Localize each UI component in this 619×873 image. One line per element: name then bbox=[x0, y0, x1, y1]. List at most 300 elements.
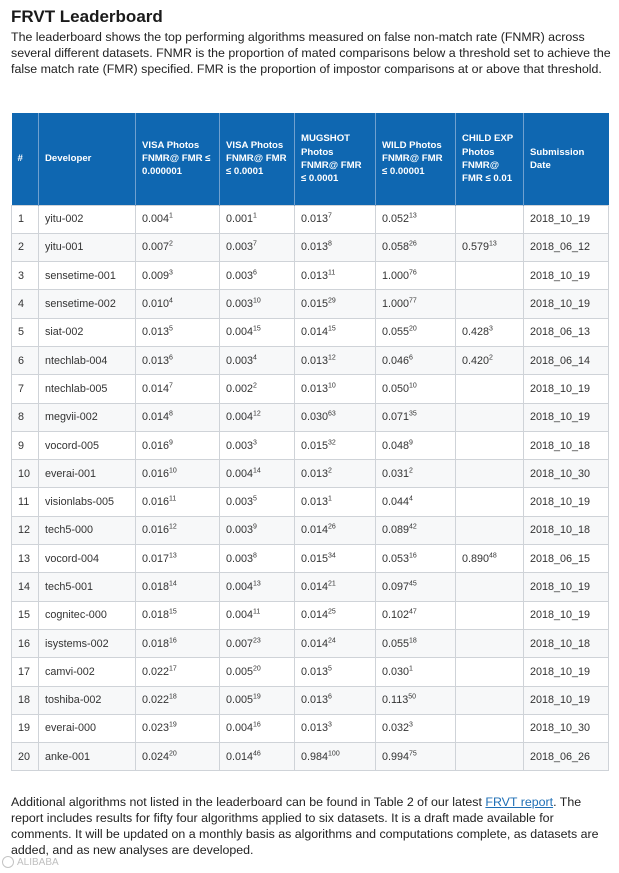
cell-mugshot-rank-superscript: 29 bbox=[328, 297, 336, 305]
cell-child-exp-rank-superscript: 2 bbox=[489, 354, 493, 362]
cell-visa-fmr-0.000001 bbox=[136, 290, 220, 318]
cell-mugshot-value: 0.015 bbox=[301, 298, 329, 311]
cell-wild-value: 0.994 bbox=[382, 750, 410, 763]
cell-rank-value: 18 bbox=[18, 694, 31, 707]
cell-wild-value: 0.058 bbox=[382, 241, 410, 254]
cell-visa-fmr-0.000001-value: 0.018 bbox=[142, 581, 170, 593]
cell-visa-fmr-0.0001-rank-superscript: 14 bbox=[253, 467, 261, 475]
cell-mugshot bbox=[295, 573, 376, 601]
cell-wild bbox=[376, 658, 456, 686]
cell-developer bbox=[39, 601, 136, 629]
cell-developer bbox=[39, 233, 136, 261]
cell-mugshot-value: 0.013 bbox=[301, 722, 329, 735]
cell-visa-fmr-0.000001-value: 0.016 bbox=[142, 467, 170, 480]
cell-visa-fmr-0.000001 bbox=[136, 205, 220, 233]
cell-mugshot bbox=[295, 375, 376, 403]
cell-submission-date bbox=[524, 205, 609, 233]
cell-wild bbox=[376, 629, 456, 657]
cell-visa-fmr-0.0001 bbox=[220, 658, 295, 686]
cell-child-exp bbox=[456, 290, 524, 318]
cell-visa-fmr-0.0001 bbox=[220, 318, 295, 346]
cell-visa-fmr-0.0001 bbox=[220, 205, 295, 233]
cell-visa-fmr-0.0001-value: 0.007 bbox=[226, 637, 254, 650]
cell-mugshot-value: 0.013 bbox=[301, 467, 329, 480]
cell-mugshot-value: 0.014 bbox=[301, 581, 329, 593]
cell-wild bbox=[376, 431, 456, 459]
cell-submission-date-value: 2018_10_19 bbox=[530, 382, 591, 395]
cell-submission-date bbox=[524, 431, 609, 459]
cell-visa-fmr-0.0001 bbox=[220, 573, 295, 601]
cell-submission-date bbox=[524, 573, 609, 601]
cell-visa-fmr-0.0001 bbox=[220, 346, 295, 374]
cell-child-exp bbox=[456, 573, 524, 601]
header-visa-fmr-0.0001: VISA Photos FNMR@ FMR ≤ 0.0001 bbox=[220, 113, 295, 205]
cell-child-exp bbox=[456, 205, 524, 233]
cell-mugshot bbox=[295, 545, 376, 573]
cell-developer bbox=[39, 290, 136, 318]
cell-visa-fmr-0.000001-rank-superscript: 10 bbox=[169, 467, 177, 475]
cell-visa-fmr-0.000001-rank-superscript: 2 bbox=[169, 240, 173, 248]
cell-wild bbox=[376, 545, 456, 573]
watermark-text: ALIBABA bbox=[17, 856, 59, 868]
cell-wild-value: 0.055 bbox=[382, 637, 410, 650]
cell-developer bbox=[39, 318, 136, 346]
cell-visa-fmr-0.000001 bbox=[136, 714, 220, 742]
cell-wild-value: 1.000 bbox=[382, 298, 410, 311]
cell-wild-value: 0.113 bbox=[382, 694, 409, 707]
cell-submission-date-value: 2018_10_19 bbox=[530, 269, 591, 282]
table-row bbox=[12, 545, 609, 573]
cell-rank-value: 8 bbox=[18, 411, 25, 424]
cell-mugshot bbox=[295, 262, 376, 290]
cell-child-exp bbox=[456, 262, 524, 290]
cell-rank bbox=[12, 290, 39, 318]
cell-visa-fmr-0.000001-value: 0.004 bbox=[142, 213, 170, 226]
cell-visa-fmr-0.000001-rank-superscript: 18 bbox=[169, 693, 177, 701]
cell-wild-rank-superscript: 13 bbox=[409, 212, 417, 220]
cell-developer-value: cognitec-000 bbox=[45, 609, 107, 622]
cell-wild-rank-superscript: 16 bbox=[409, 552, 417, 560]
cell-child-exp-rank-superscript: 13 bbox=[489, 240, 497, 248]
cell-visa-fmr-0.000001 bbox=[136, 262, 220, 290]
cell-wild-rank-superscript: 75 bbox=[409, 750, 417, 758]
cell-visa-fmr-0.0001-value: 0.003 bbox=[226, 241, 254, 254]
cell-submission-date-value: 2018_10_18 bbox=[530, 637, 591, 650]
cell-mugshot-rank-superscript: 3 bbox=[328, 721, 332, 729]
cell-visa-fmr-0.0001-rank-superscript: 12 bbox=[253, 410, 261, 418]
header-mugshot: MUGSHOT Photos FNMR@ FMR ≤ 0.0001 bbox=[295, 113, 376, 205]
cell-wild-rank-superscript: 9 bbox=[409, 438, 413, 446]
footer-text-after: . The report includes results for fifty four algorithms applied to six datasets. It is a draft made available for comments. It will be updated on a monthly basis as algorithms and computations complete, as datasets are added, and as new analyses are developed. bbox=[11, 795, 599, 857]
cell-visa-fmr-0.000001 bbox=[136, 743, 220, 771]
cell-visa-fmr-0.000001-value: 0.017 bbox=[142, 552, 170, 565]
cell-mugshot-value: 0.013 bbox=[301, 241, 329, 254]
cell-mugshot-value: 0.014 bbox=[301, 524, 329, 537]
cell-mugshot-rank-superscript: 5 bbox=[328, 665, 332, 673]
table-row bbox=[12, 743, 609, 771]
cell-wild bbox=[376, 601, 456, 629]
cell-submission-date bbox=[524, 460, 609, 488]
cell-mugshot-value: 0.015 bbox=[301, 439, 329, 452]
cell-child-exp bbox=[456, 403, 524, 431]
cell-visa-fmr-0.0001-value: 0.004 bbox=[226, 467, 254, 480]
cell-mugshot-rank-superscript: 6 bbox=[328, 693, 332, 701]
cell-wild-value: 0.044 bbox=[382, 496, 410, 509]
cell-mugshot bbox=[295, 233, 376, 261]
cell-visa-fmr-0.0001-rank-superscript: 6 bbox=[253, 269, 257, 277]
cell-visa-fmr-0.0001-value: 0.003 bbox=[226, 552, 254, 565]
cell-visa-fmr-0.000001-rank-superscript: 17 bbox=[169, 665, 177, 673]
cell-wild-value: 0.089 bbox=[382, 524, 410, 537]
table-row bbox=[12, 686, 609, 714]
cell-developer-value: megvii-002 bbox=[45, 411, 98, 424]
cell-visa-fmr-0.000001-value: 0.016 bbox=[142, 439, 170, 452]
cell-rank bbox=[12, 743, 39, 771]
cell-mugshot bbox=[295, 629, 376, 657]
cell-visa-fmr-0.0001-rank-superscript: 7 bbox=[253, 240, 257, 248]
cell-visa-fmr-0.0001 bbox=[220, 262, 295, 290]
cell-visa-fmr-0.0001 bbox=[220, 375, 295, 403]
cell-visa-fmr-0.0001-rank-superscript: 13 bbox=[253, 580, 261, 588]
cell-developer bbox=[39, 375, 136, 403]
cell-visa-fmr-0.000001-rank-superscript: 9 bbox=[169, 438, 173, 446]
cell-wild bbox=[376, 375, 456, 403]
cell-mugshot-rank-superscript: 34 bbox=[328, 552, 336, 560]
cell-visa-fmr-0.000001-rank-superscript: 3 bbox=[169, 269, 173, 277]
cell-mugshot-rank-superscript: 25 bbox=[328, 608, 336, 616]
cell-developer-value: toshiba-002 bbox=[45, 694, 102, 707]
cell-mugshot-value: 0.014 bbox=[301, 609, 329, 622]
cell-visa-fmr-0.000001-rank-superscript: 1 bbox=[169, 212, 173, 220]
cell-mugshot bbox=[295, 460, 376, 488]
cell-wild bbox=[376, 233, 456, 261]
cell-submission-date-value: 2018_06_13 bbox=[530, 326, 591, 339]
header-developer: Developer bbox=[39, 113, 136, 205]
cell-visa-fmr-0.000001 bbox=[136, 573, 220, 601]
cell-rank bbox=[12, 516, 39, 544]
cell-rank-value: 20 bbox=[18, 750, 31, 763]
cell-submission-date-value: 2018_06_12 bbox=[530, 241, 591, 254]
cell-rank-value: 13 bbox=[18, 552, 31, 565]
cell-mugshot bbox=[295, 658, 376, 686]
cell-wild-rank-superscript: 76 bbox=[409, 269, 417, 277]
cell-child-exp bbox=[456, 488, 524, 516]
cell-visa-fmr-0.000001-value: 0.009 bbox=[142, 269, 170, 282]
cell-visa-fmr-0.000001 bbox=[136, 460, 220, 488]
table-row bbox=[12, 375, 609, 403]
cell-wild bbox=[376, 318, 456, 346]
cell-developer-value: vocord-005 bbox=[45, 439, 100, 452]
cell-visa-fmr-0.000001-rank-superscript: 14 bbox=[169, 580, 177, 588]
cell-mugshot-value: 0.030 bbox=[301, 411, 329, 424]
cell-visa-fmr-0.000001 bbox=[136, 233, 220, 261]
cell-mugshot-value: 0.013 bbox=[301, 694, 329, 707]
cell-rank-value: 2 bbox=[18, 241, 25, 254]
frvt-report-link[interactable]: FRVT report bbox=[485, 795, 554, 809]
cell-wild-rank-superscript: 26 bbox=[409, 240, 417, 248]
cell-child-exp-value: 0.428 bbox=[462, 326, 490, 339]
watermark bbox=[2, 856, 59, 868]
cell-wild-rank-superscript: 10 bbox=[409, 382, 417, 390]
table-row bbox=[12, 714, 609, 742]
cell-developer-value: yitu-001 bbox=[45, 241, 84, 254]
cell-visa-fmr-0.000001-value: 0.018 bbox=[142, 609, 170, 622]
cell-rank bbox=[12, 714, 39, 742]
cell-child-exp bbox=[456, 431, 524, 459]
cell-submission-date bbox=[524, 545, 609, 573]
table-row bbox=[12, 233, 609, 261]
cell-visa-fmr-0.000001-rank-superscript: 13 bbox=[169, 552, 177, 560]
cell-mugshot bbox=[295, 290, 376, 318]
cell-wild bbox=[376, 714, 456, 742]
cell-child-exp bbox=[456, 346, 524, 374]
cell-rank-value: 3 bbox=[18, 269, 25, 282]
cell-visa-fmr-0.0001 bbox=[220, 686, 295, 714]
cell-developer bbox=[39, 629, 136, 657]
cell-wild-value: 0.031 bbox=[382, 467, 410, 480]
cell-submission-date bbox=[524, 743, 609, 771]
header-wild: WILD Photos FNMR@ FMR ≤ 0.00001 bbox=[376, 113, 456, 205]
cell-visa-fmr-0.000001-rank-superscript: 19 bbox=[169, 721, 177, 729]
cell-mugshot bbox=[295, 431, 376, 459]
cell-rank-value: 1 bbox=[18, 213, 25, 226]
table-row bbox=[12, 629, 609, 657]
cell-visa-fmr-0.0001-rank-superscript: 15 bbox=[253, 325, 261, 333]
cell-visa-fmr-0.0001 bbox=[220, 290, 295, 318]
table-row bbox=[12, 290, 609, 318]
cell-wild-value: 0.050 bbox=[382, 382, 410, 395]
cell-visa-fmr-0.000001-rank-superscript: 6 bbox=[169, 354, 173, 362]
cell-rank bbox=[12, 573, 39, 601]
cell-visa-fmr-0.0001-rank-superscript: 11 bbox=[253, 608, 261, 616]
cell-visa-fmr-0.0001-rank-superscript: 2 bbox=[253, 382, 257, 390]
cell-visa-fmr-0.0001-rank-superscript: 16 bbox=[253, 721, 261, 729]
cell-visa-fmr-0.000001-rank-superscript: 7 bbox=[169, 382, 173, 390]
cell-developer-value: anke-001 bbox=[45, 750, 91, 763]
table-row bbox=[12, 262, 609, 290]
cell-submission-date bbox=[524, 403, 609, 431]
table-row bbox=[12, 205, 609, 233]
cell-wild-rank-superscript: 45 bbox=[409, 580, 417, 588]
cell-wild bbox=[376, 743, 456, 771]
cell-rank bbox=[12, 403, 39, 431]
cell-visa-fmr-0.000001-rank-superscript: 5 bbox=[169, 325, 173, 333]
cell-visa-fmr-0.0001-value: 0.003 bbox=[226, 298, 254, 311]
leaderboard-table bbox=[11, 113, 609, 771]
cell-visa-fmr-0.000001-rank-superscript: 15 bbox=[169, 608, 177, 616]
cell-mugshot-value: 0.014 bbox=[301, 637, 329, 650]
cell-developer bbox=[39, 403, 136, 431]
cell-visa-fmr-0.0001-value: 0.003 bbox=[226, 496, 254, 509]
cell-visa-fmr-0.000001 bbox=[136, 403, 220, 431]
cell-developer-value: ntechlab-004 bbox=[45, 354, 108, 367]
cell-developer-value: ntechlab-005 bbox=[45, 382, 108, 395]
cell-visa-fmr-0.0001-rank-superscript: 1 bbox=[253, 212, 257, 220]
cell-wild-value: 0.053 bbox=[382, 552, 410, 565]
cell-rank bbox=[12, 629, 39, 657]
cell-rank bbox=[12, 262, 39, 290]
cell-submission-date-value: 2018_06_26 bbox=[530, 750, 591, 763]
cell-wild-rank-superscript: 3 bbox=[409, 721, 413, 729]
cell-visa-fmr-0.000001 bbox=[136, 686, 220, 714]
cell-rank bbox=[12, 375, 39, 403]
cell-visa-fmr-0.0001-value: 0.004 bbox=[226, 722, 254, 735]
cell-visa-fmr-0.000001 bbox=[136, 516, 220, 544]
cell-submission-date-value: 2018_10_19 bbox=[530, 411, 591, 424]
cell-child-exp bbox=[456, 686, 524, 714]
cell-child-exp bbox=[456, 658, 524, 686]
cell-rank-value: 11 bbox=[18, 496, 30, 509]
cell-visa-fmr-0.0001 bbox=[220, 516, 295, 544]
cell-mugshot bbox=[295, 488, 376, 516]
cell-submission-date bbox=[524, 516, 609, 544]
cell-rank-value: 5 bbox=[18, 326, 25, 339]
cell-developer-value: siat-002 bbox=[45, 326, 84, 339]
cell-visa-fmr-0.000001 bbox=[136, 488, 220, 516]
cell-child-exp bbox=[456, 318, 524, 346]
cell-visa-fmr-0.000001-value: 0.016 bbox=[142, 496, 170, 509]
cell-wild bbox=[376, 205, 456, 233]
cell-mugshot-rank-superscript: 2 bbox=[328, 467, 332, 475]
cell-developer-value: sensetime-002 bbox=[45, 298, 116, 311]
cell-visa-fmr-0.0001-value: 0.003 bbox=[226, 524, 254, 537]
cell-rank bbox=[12, 488, 39, 516]
header-visa-fmr-0.000001: VISA Photos FNMR@ FMR ≤ 0.000001 bbox=[136, 113, 220, 205]
cell-developer bbox=[39, 516, 136, 544]
cell-visa-fmr-0.000001-value: 0.014 bbox=[142, 411, 170, 424]
cell-submission-date-value: 2018_10_19 bbox=[530, 581, 591, 593]
table-row bbox=[12, 431, 609, 459]
cell-visa-fmr-0.0001-rank-superscript: 4 bbox=[253, 354, 257, 362]
cell-visa-fmr-0.0001-rank-superscript: 19 bbox=[253, 693, 261, 701]
cell-visa-fmr-0.0001-value: 0.002 bbox=[226, 382, 254, 395]
cell-rank-value: 12 bbox=[18, 524, 31, 537]
cell-rank-value: 6 bbox=[18, 354, 25, 367]
cell-submission-date bbox=[524, 629, 609, 657]
cell-visa-fmr-0.000001-rank-superscript: 16 bbox=[169, 637, 177, 644]
cell-wild bbox=[376, 488, 456, 516]
cell-developer bbox=[39, 262, 136, 290]
cell-visa-fmr-0.000001-value: 0.013 bbox=[142, 354, 170, 367]
cell-visa-fmr-0.0001-rank-superscript: 9 bbox=[253, 523, 257, 531]
cell-mugshot-value: 0.013 bbox=[301, 665, 329, 678]
cell-submission-date-value: 2018_10_18 bbox=[530, 524, 591, 537]
cell-submission-date-value: 2018_10_30 bbox=[530, 467, 591, 480]
cell-developer-value: visionlabs-005 bbox=[45, 496, 115, 509]
cell-child-exp-value: 0.890 bbox=[462, 552, 490, 565]
cell-developer-value: camvi-002 bbox=[45, 665, 95, 678]
cell-visa-fmr-0.0001 bbox=[220, 403, 295, 431]
cell-wild-rank-superscript: 6 bbox=[409, 354, 413, 362]
cell-submission-date bbox=[524, 346, 609, 374]
cell-submission-date-value: 2018_10_19 bbox=[530, 609, 591, 622]
cell-child-exp bbox=[456, 516, 524, 544]
cell-mugshot-value: 0.013 bbox=[301, 354, 329, 367]
cell-rank-value: 7 bbox=[18, 382, 25, 395]
cell-visa-fmr-0.000001 bbox=[136, 601, 220, 629]
cell-developer-value: yitu-002 bbox=[45, 213, 84, 226]
cell-wild-rank-superscript: 4 bbox=[409, 495, 413, 503]
cell-mugshot bbox=[295, 205, 376, 233]
cell-submission-date bbox=[524, 601, 609, 629]
cell-child-exp bbox=[456, 233, 524, 261]
cell-mugshot bbox=[295, 403, 376, 431]
cell-submission-date bbox=[524, 290, 609, 318]
cell-rank bbox=[12, 318, 39, 346]
cell-visa-fmr-0.000001-value: 0.014 bbox=[142, 382, 170, 395]
cell-visa-fmr-0.0001-value: 0.014 bbox=[226, 750, 254, 763]
cell-visa-fmr-0.0001-value: 0.003 bbox=[226, 354, 254, 367]
cell-mugshot bbox=[295, 318, 376, 346]
cell-mugshot-rank-superscript: 12 bbox=[328, 354, 336, 362]
cell-visa-fmr-0.0001-rank-superscript: 8 bbox=[253, 552, 257, 560]
table-row bbox=[12, 318, 609, 346]
cell-developer bbox=[39, 488, 136, 516]
cell-visa-fmr-0.000001-rank-superscript: 8 bbox=[169, 410, 173, 418]
cell-wild-rank-superscript: 42 bbox=[409, 523, 417, 531]
watermark-logo-icon bbox=[2, 856, 14, 868]
cell-visa-fmr-0.0001-rank-superscript: 5 bbox=[253, 495, 257, 503]
cell-submission-date-value: 2018_10_19 bbox=[530, 213, 591, 226]
cell-submission-date-value: 2018_10_19 bbox=[530, 694, 591, 707]
cell-visa-fmr-0.000001-value: 0.023 bbox=[142, 722, 170, 735]
cell-visa-fmr-0.000001-value: 0.016 bbox=[142, 524, 170, 537]
header-child-exp: CHILD EXP Photos FNMR@ FMR ≤ 0.01 bbox=[456, 113, 524, 205]
cell-submission-date bbox=[524, 714, 609, 742]
cell-mugshot-rank-superscript: 26 bbox=[328, 523, 336, 531]
cell-submission-date bbox=[524, 262, 609, 290]
cell-visa-fmr-0.000001-rank-superscript: 11 bbox=[169, 495, 177, 503]
page-title: FRVT Leaderboard bbox=[11, 7, 163, 26]
cell-visa-fmr-0.000001-rank-superscript: 20 bbox=[169, 750, 177, 758]
cell-wild-rank-superscript: 1 bbox=[409, 665, 413, 673]
cell-mugshot bbox=[295, 346, 376, 374]
cell-visa-fmr-0.0001 bbox=[220, 629, 295, 657]
cell-wild-rank-superscript: 20 bbox=[409, 325, 417, 333]
cell-mugshot-value: 0.013 bbox=[301, 382, 329, 395]
cell-rank bbox=[12, 658, 39, 686]
cell-visa-fmr-0.0001-value: 0.004 bbox=[226, 581, 254, 593]
cell-visa-fmr-0.0001-value: 0.004 bbox=[226, 609, 254, 622]
cell-child-exp bbox=[456, 629, 524, 657]
cell-child-exp bbox=[456, 375, 524, 403]
cell-wild-rank-superscript: 2 bbox=[409, 467, 413, 475]
header-rank: # bbox=[12, 113, 39, 205]
cell-developer bbox=[39, 573, 136, 601]
cell-submission-date-value: 2018_10_18 bbox=[530, 439, 591, 452]
cell-visa-fmr-0.0001 bbox=[220, 545, 295, 573]
cell-mugshot bbox=[295, 516, 376, 544]
cell-rank-value: 4 bbox=[18, 298, 25, 311]
cell-wild-value: 0.030 bbox=[382, 665, 410, 678]
cell-visa-fmr-0.000001 bbox=[136, 318, 220, 346]
table-row bbox=[12, 460, 609, 488]
cell-wild-value: 0.102 bbox=[382, 609, 410, 622]
cell-visa-fmr-0.0001-rank-superscript: 20 bbox=[253, 665, 261, 673]
cell-submission-date-value: 2018_10_19 bbox=[530, 665, 591, 678]
cell-visa-fmr-0.0001 bbox=[220, 714, 295, 742]
cell-wild bbox=[376, 346, 456, 374]
cell-visa-fmr-0.0001 bbox=[220, 488, 295, 516]
cell-submission-date-value: 2018_06_15 bbox=[530, 552, 591, 565]
cell-rank-value: 19 bbox=[18, 722, 31, 735]
cell-rank-value: 16 bbox=[18, 637, 31, 650]
cell-child-exp-rank-superscript: 3 bbox=[489, 325, 493, 333]
cell-visa-fmr-0.000001-value: 0.022 bbox=[142, 694, 170, 707]
cell-wild bbox=[376, 290, 456, 318]
cell-developer-value: everai-001 bbox=[45, 467, 97, 480]
cell-visa-fmr-0.0001 bbox=[220, 460, 295, 488]
